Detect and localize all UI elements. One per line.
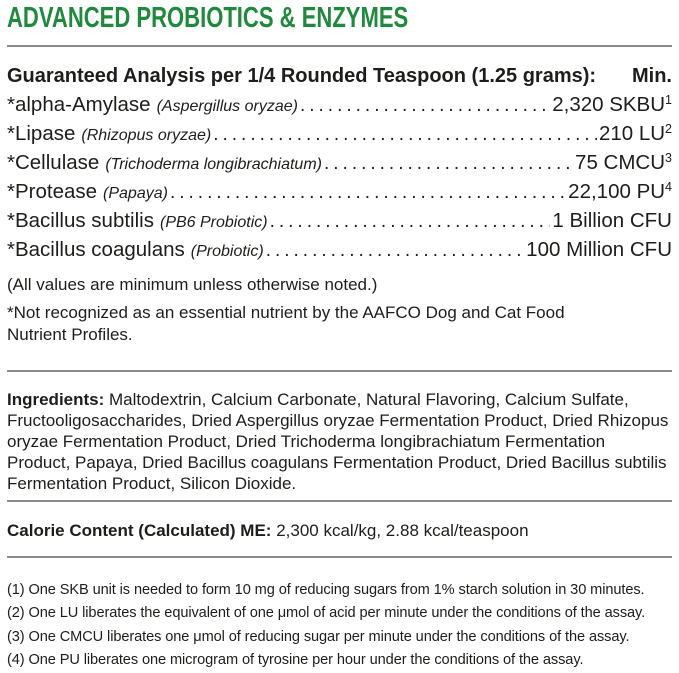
divider [7,370,672,372]
analysis-row-alpha-amylase [7,91,672,120]
dot-leader [213,121,597,149]
footnote-reference: 3 [665,151,672,165]
nutrient-source: (PB6 Probiotic) [159,214,268,231]
nutrient-amount: 100 Million CFU [526,238,672,261]
dot-leader [270,208,551,236]
nutrient-amount: 22,100 PU [568,180,666,203]
minimum-values-note: (All values are minimum unless otherwise noted.) [7,275,378,294]
footnote-reference: 2 [665,122,672,136]
nutrient-name: *Lipase [7,122,76,145]
analysis-row-lipase [7,120,672,149]
footnote-reference: 4 [665,180,672,194]
footnote-pu-definition: (4) One PU liberates one microgram of tyrosine per hour under the conditions of the assay. [7,652,584,669]
footnote-lu-definition: (2) One LU liberates the equivalent of one μmol of acid per minute under the conditions of the assay. [7,605,646,622]
nutrient-value [568,178,672,205]
nutrient-source: (Papaya) [103,185,168,202]
nutrient-name: *Protease [7,180,98,203]
aafco-note: *Not recognized as an essential nutrient by the AAFCO Dog and Cat Food Nutrient Profiles. [7,303,565,344]
nutrient-name: *Bacillus subtilis [7,209,154,232]
ingredients-list: Maltodextrin, Calcium Carbonate, Natural Flavoring, Calcium Sulfate, Fructooligosaccharides, Dried Aspergillus oryzae Fermentation Product, Dried Rhizopus oryzae Fermentation Product, Dried Trichoderma longibrachiatum Fermentation Product, Papaya, Dried Bacillus coagulans Fermentation Product, Dried Bacillus subtilis Fermentation Product, Silicon Dioxide. [7,390,669,493]
footnotes-list [7,579,672,673]
nutrient-name: *Cellulase [7,151,100,174]
guaranteed-analysis-table [7,91,672,265]
ingredients-paragraph [7,389,672,494]
ingredients-label: Ingredients: [7,390,105,409]
dot-leader [266,237,524,265]
nutrient-source: (Rhizopus oryzae) [81,127,212,144]
analysis-row-bacillus-coagulans [7,236,672,265]
divider [7,556,672,558]
dot-leader [300,92,550,120]
footnote-skb-definition: (1) One SKB unit is needed to form 10 mg of reducing sugars from 1% starch solution in 30 minutes. [7,582,645,598]
guaranteed-analysis-heading-text: Guaranteed Analysis per 1/4 Rounded Teaspoon (1.25 grams): [7,65,597,87]
nutrient-amount: 210 LU [598,122,666,145]
nutrient-value [552,207,672,234]
nutrient-amount: 75 CMCU [575,151,666,174]
divider [7,500,672,502]
analysis-row-bacillus-subtilis [7,207,672,236]
dot-leader [170,179,566,207]
nutrient-value [526,236,672,263]
calorie-content-value: 2,300 kcal/kg, 2.88 kcal/teaspoon [271,521,529,540]
calorie-content-label: Calorie Content (Calculated) ME: [7,521,272,540]
guaranteed-analysis-heading [7,64,672,88]
divider [7,45,672,47]
analysis-row-cellulase [7,149,672,178]
nutrient-source: (Probiotic) [190,243,264,260]
dot-leader [324,150,573,178]
product-title: ADVANCED PROBIOTICS & ENZYMES [7,2,409,34]
min-column-label: Min. [632,65,672,87]
nutrient-value [575,149,672,176]
nutrient-source: (Aspergillus oryzae) [156,98,298,115]
nutrient-amount: 2,320 SKBU [552,93,666,116]
footnote-reference: 1 [665,93,672,107]
footnote-cmcu-definition: (3) One CMCU liberates one μmol of reducing sugar per minute under the conditions of the assay. [7,628,630,645]
analysis-row-protease [7,178,672,207]
nutrient-source: (Trichoderma longibrachiatum) [105,156,322,173]
nutrient-value [599,120,672,147]
nutrient-name: *alpha-Amylase [7,93,151,116]
supplement-facts-panel [0,2,679,673]
calorie-content-line [7,520,672,541]
nutrient-value [552,91,672,118]
nutrient-amount: 1 Billion CFU [552,209,672,232]
nutrient-name: *Bacillus coagulans [7,238,185,261]
